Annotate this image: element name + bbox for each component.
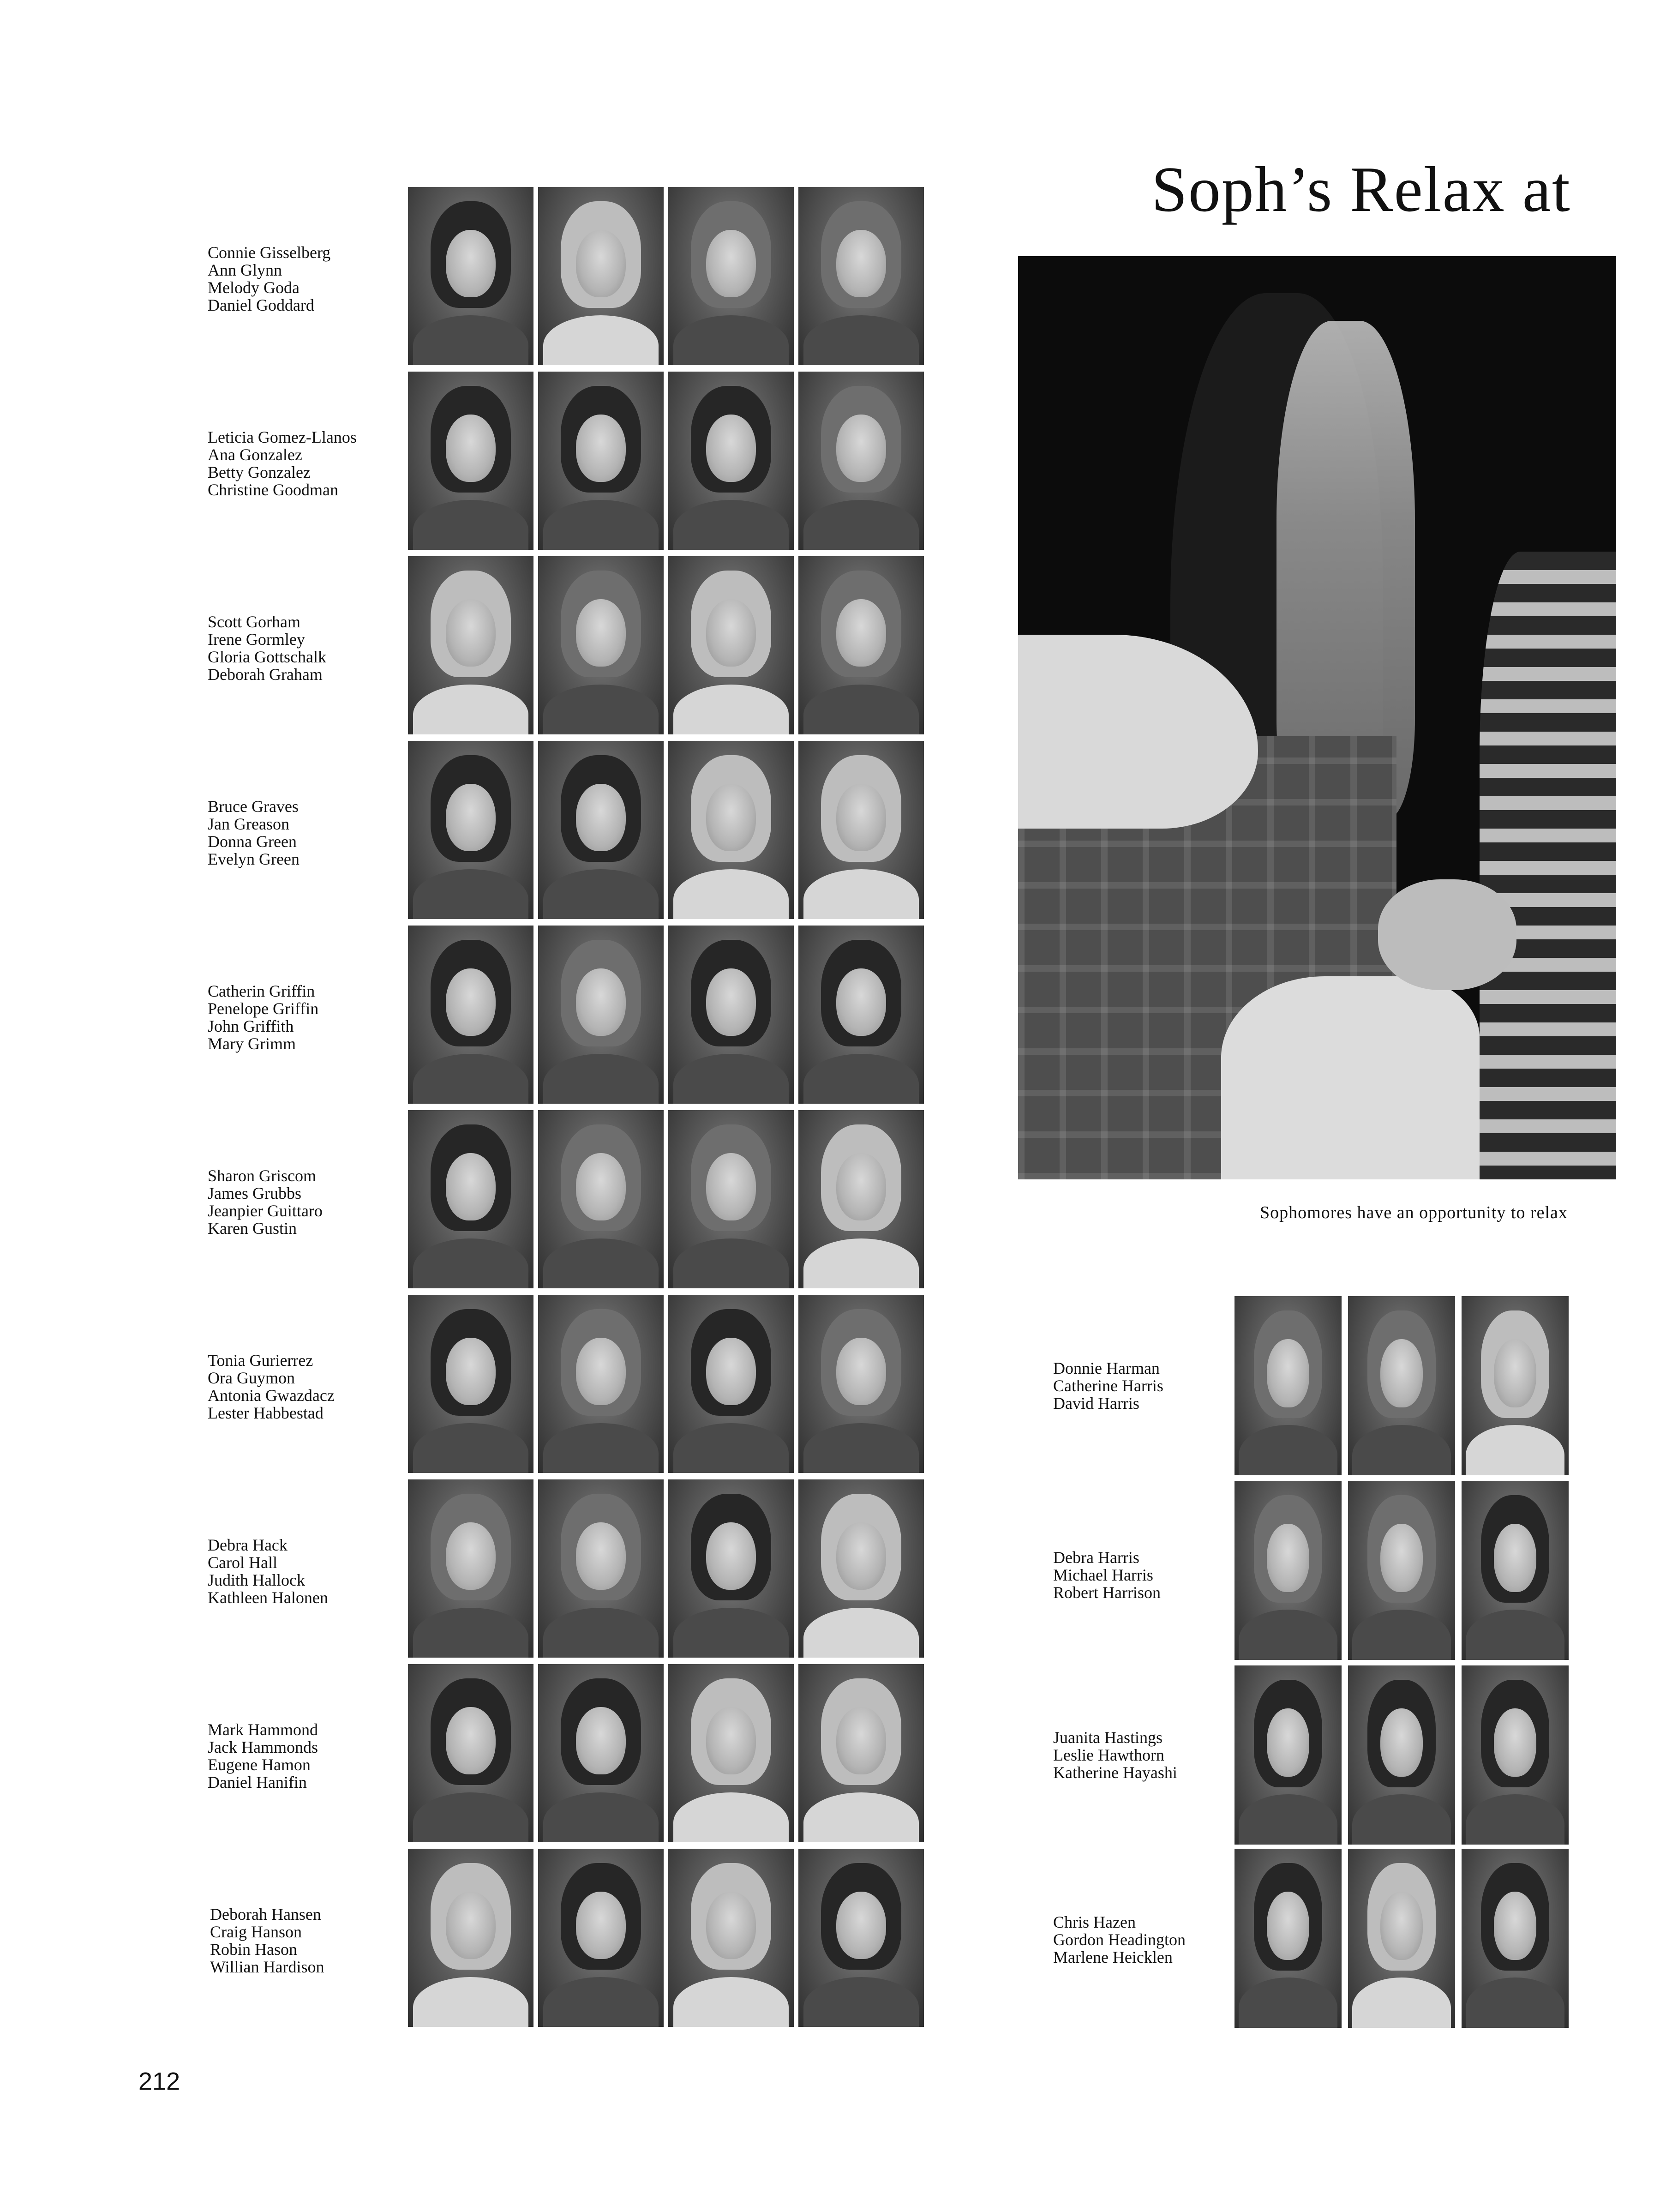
portrait-photo [408,556,533,734]
student-name: Daniel Hanifin [208,1773,307,1791]
portrait-photo [1462,1849,1569,2028]
student-name: Deborah Hansen [210,1905,321,1923]
portrait-photo [408,741,533,919]
student-name: Scott Gorham [208,613,300,631]
portrait-photo [1348,1849,1455,2028]
portrait-photo [798,1664,924,1842]
portrait-photo [1462,1296,1569,1475]
page-title: Soph’s Relax at [1151,154,1571,225]
student-name: Catherin Griffin [208,982,315,1000]
student-name: Ann Glynn [208,261,282,279]
student-name: Daniel Goddard [208,296,314,314]
right-name-list-row-2 [1053,1549,1219,1601]
portrait-photo [668,741,794,919]
student-name: Gloria Gottschalk [208,648,326,666]
student-name: Christine Goodman [208,481,338,499]
portrait-photo [1348,1296,1455,1475]
portrait-photo [798,1849,924,2027]
student-name: Chris Hazen [1053,1913,1136,1931]
portrait-photo [538,926,664,1104]
portrait-photo [538,1849,664,2027]
name-list-row-10 [210,1905,395,1976]
portrait-photo [798,741,924,919]
student-name: Carol Hall [208,1553,277,1572]
student-name: Juanita Hastings [1053,1728,1163,1747]
portrait-row-5 [408,926,924,1104]
portrait-photo [408,1110,533,1288]
name-list-row-3 [208,613,392,683]
portrait-photo [538,187,664,365]
student-name: Robin Hason [210,1940,297,1959]
student-name: Karen Gustin [208,1219,297,1238]
student-name: Willian Hardison [210,1958,324,1976]
student-name: Ora Guymon [208,1369,295,1387]
page-number: 212 [138,2068,180,2095]
student-name: Jack Hammonds [208,1738,318,1756]
student-name: Mary Grimm [208,1034,296,1053]
student-name: Irene Gormley [208,630,305,649]
student-name: Deborah Graham [208,665,323,684]
portrait-row-8 [408,1479,924,1658]
student-name: Jeanpier Guittaro [208,1202,323,1220]
portrait-photo [408,1479,533,1658]
portrait-photo [538,741,664,919]
student-name: Penelope Griffin [208,999,319,1018]
student-name: Robert Harrison [1053,1583,1161,1602]
portrait-photo [538,1664,664,1842]
photo-caption: Sophomores have an opportunity to relax [1260,1203,1568,1222]
portrait-photo [1235,1665,1342,1845]
student-name: Katherine Hayashi [1053,1763,1177,1782]
student-name: Betty Gonzalez [208,463,311,481]
portrait-photo [1462,1665,1569,1845]
student-name: Judith Hallock [208,1571,305,1589]
portrait-photo [1235,1849,1342,2028]
portrait-photo [668,372,794,550]
name-list-row-6 [208,1167,392,1237]
portrait-photo [1348,1481,1455,1660]
student-name: Sharon Griscom [208,1166,316,1185]
portrait-photo [408,187,533,365]
portrait-photo [798,1110,924,1288]
student-name: Lester Habbestad [208,1404,324,1422]
student-name: Ana Gonzalez [208,445,302,464]
name-list-row-4 [208,798,392,868]
portrait-photo [408,1849,533,2027]
portrait-photo [798,1295,924,1473]
name-list-row-9 [208,1721,392,1791]
right-portrait-row-1 [1235,1296,1569,1475]
student-name: Evelyn Green [208,850,300,868]
student-name: James Grubbs [208,1184,301,1202]
student-name: David Harris [1053,1394,1139,1413]
portrait-photo [1462,1481,1569,1660]
name-list-row-7 [208,1352,392,1422]
portrait-photo [1235,1296,1342,1475]
portrait-row-1 [408,187,924,365]
portrait-photo [668,1295,794,1473]
student-name: Donnie Harman [1053,1359,1160,1377]
name-list-row-5 [208,982,392,1052]
portrait-photo [798,556,924,734]
portrait-photo [668,1479,794,1658]
portrait-row-10 [408,1849,924,2027]
portrait-photo [1348,1665,1455,1845]
student-name: Mark Hammond [208,1720,318,1739]
student-name: Donna Green [208,832,297,851]
portrait-photo [668,1110,794,1288]
name-list-row-8 [208,1536,392,1606]
portrait-row-3 [408,556,924,734]
student-name: Bruce Graves [208,797,299,816]
student-name: Antonia Gwazdacz [208,1386,335,1405]
student-name: Michael Harris [1053,1566,1153,1584]
portrait-photo [798,187,924,365]
student-name: Debra Hack [208,1536,288,1554]
portrait-photo [668,187,794,365]
candid-photo [1018,256,1616,1179]
portrait-photo [668,1664,794,1842]
portrait-photo [798,926,924,1104]
right-name-list-row-3 [1053,1729,1219,1781]
portrait-row-2 [408,372,924,550]
portrait-row-9 [408,1664,924,1842]
student-name: Gordon Headington [1053,1930,1186,1949]
portrait-photo [668,556,794,734]
student-name: Connie Gisselberg [208,243,331,262]
portrait-photo [798,1479,924,1658]
student-name: Leslie Hawthorn [1053,1746,1164,1764]
portrait-row-7 [408,1295,924,1473]
portrait-photo [538,1295,664,1473]
portrait-photo [668,1849,794,2027]
student-name: Jan Greason [208,815,289,833]
portrait-photo [538,556,664,734]
right-name-list-row-4 [1053,1913,1219,1966]
portrait-photo [668,926,794,1104]
student-name: Tonia Gurierrez [208,1351,313,1370]
right-portrait-row-4 [1235,1849,1569,2028]
student-name: Melody Goda [208,278,300,297]
portrait-photo [538,1110,664,1288]
student-name: Debra Harris [1053,1548,1139,1567]
name-list-row-1 [208,244,392,314]
name-list-row-2 [208,428,392,499]
portrait-photo [408,926,533,1104]
right-name-list-row-1 [1053,1359,1219,1412]
right-portrait-row-3 [1235,1665,1569,1845]
portrait-photo [408,1664,533,1842]
portrait-photo [1235,1481,1342,1660]
student-name: Catherine Harris [1053,1376,1163,1395]
student-name: Leticia Gomez-Llanos [208,428,357,446]
student-name: Eugene Hamon [208,1755,311,1774]
portrait-photo [538,1479,664,1658]
portrait-photo [408,1295,533,1473]
portrait-photo [538,372,664,550]
portrait-photo [798,372,924,550]
right-portrait-row-2 [1235,1481,1569,1660]
student-name: Kathleen Halonen [208,1588,328,1607]
portrait-photo [408,372,533,550]
portrait-row-4 [408,741,924,919]
student-name: Craig Hanson [210,1923,302,1941]
portrait-row-6 [408,1110,924,1288]
student-name: John Griffith [208,1017,294,1035]
student-name: Marlene Heicklen [1053,1948,1173,1966]
